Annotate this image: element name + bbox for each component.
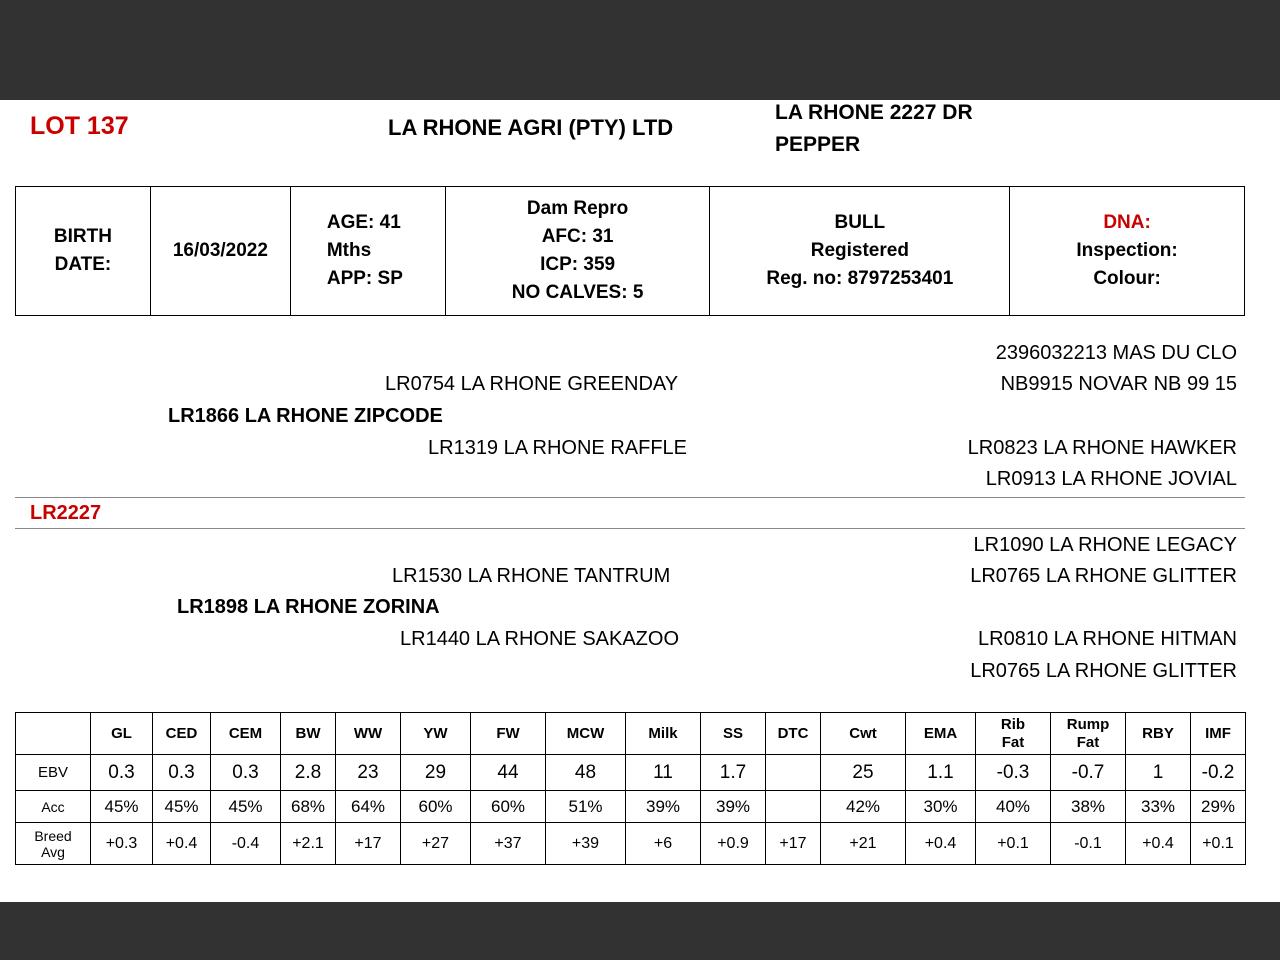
acc-cell: 60% [401, 791, 471, 823]
ebv-cell: 0.3 [153, 755, 211, 791]
icp-line: ICP: 359 [540, 254, 616, 275]
birth-date-label-cell [16, 187, 151, 316]
pedigree-dam-dam-dam: LR0765 LA RHONE GLITTER [970, 660, 1237, 682]
breed-avg-cell: +0.4 [906, 823, 976, 865]
ebv-cell: 2.8 [281, 755, 336, 791]
acc-cell: 30% [906, 791, 976, 823]
acc-cell: 42% [821, 791, 906, 823]
acc-cell: 29% [1191, 791, 1246, 823]
acc-row-label: Acc [16, 791, 91, 823]
ebv-col-rib-fat: Rib Fat [976, 713, 1051, 755]
ebv-header-row [16, 713, 1246, 755]
breed-avg-cell: +6 [626, 823, 701, 865]
breed-avg-cell: +0.1 [976, 823, 1051, 865]
breed-avg-cell: +37 [471, 823, 546, 865]
bull-registration-cell [710, 187, 1010, 316]
breed-avg-cell: -0.1 [1051, 823, 1126, 865]
pedigree-sire-sire: LR0754 LA RHONE GREENDAY [385, 373, 679, 395]
bottom-bar [0, 902, 1280, 960]
pedigree-sire-dam-dam: LR0913 LA RHONE JOVIAL [985, 468, 1237, 490]
pedigree-dam-sire-sire: LR1090 LA RHONE LEGACY [973, 534, 1237, 556]
pedigree-divider-bottom [15, 528, 1245, 529]
breed-avg-cell: +17 [766, 823, 821, 865]
ebv-cell: -0.2 [1191, 755, 1246, 791]
acc-cell: 45% [91, 791, 153, 823]
ebv-cell: 0.3 [211, 755, 281, 791]
breed-avg-cell: +27 [401, 823, 471, 865]
breed-avg-cell: +0.9 [701, 823, 766, 865]
ebv-col-ww: WW [336, 713, 401, 755]
ebv-col-imf: IMF [1191, 713, 1246, 755]
ebv-col-ced: CED [153, 713, 211, 755]
ebv-cell: 11 [626, 755, 701, 791]
breed-avg-cell: +39 [546, 823, 626, 865]
birth-date-value: 16/03/2022 [172, 240, 268, 261]
dna-label: DNA: [1103, 212, 1151, 233]
breed-avg-cell: -0.4 [211, 823, 281, 865]
ebv-cell: -0.7 [1051, 755, 1126, 791]
pedigree-sire: LR1866 LA RHONE ZIPCODE [168, 405, 443, 427]
animal-id: LR2227 [30, 502, 102, 524]
colour-label: Colour: [1093, 268, 1161, 289]
breed-avg-cell: +21 [821, 823, 906, 865]
dna-cell [1010, 187, 1245, 316]
pedigree-sire-sire-sire: 2396032213 MAS DU CLO [995, 342, 1237, 364]
ebv-col-fw: FW [471, 713, 546, 755]
ebv-cell: 23 [336, 755, 401, 791]
acc-cell: 38% [1051, 791, 1126, 823]
age-line: AGE: 41 [326, 212, 401, 233]
ebv-cell [766, 755, 821, 791]
ebv-col-gl: GL [91, 713, 153, 755]
acc-cell: 45% [153, 791, 211, 823]
ebv-col-ema: EMA [906, 713, 976, 755]
acc-cell: 45% [211, 791, 281, 823]
acc-cell: 39% [701, 791, 766, 823]
ebv-cell: 44 [471, 755, 546, 791]
inspection-label: Inspection: [1076, 240, 1178, 261]
app-line: APP: SP [326, 268, 403, 289]
ebv-cell: 48 [546, 755, 626, 791]
afc-line: AFC: 31 [541, 226, 614, 247]
ebv-cell: -0.3 [976, 755, 1051, 791]
breed-avg-cell: +2.1 [281, 823, 336, 865]
acc-cell: 51% [546, 791, 626, 823]
age-unit-line: Mths [326, 240, 372, 261]
breed-avg-row-label: Breed Avg [16, 823, 91, 865]
ebv-cell: 25 [821, 755, 906, 791]
breed-avg-row [16, 823, 1246, 865]
ebv-col-cem: CEM [211, 713, 281, 755]
ebv-col-bw: BW [281, 713, 336, 755]
acc-cell: 68% [281, 791, 336, 823]
ebv-cell: 0.3 [91, 755, 153, 791]
pedigree-dam-dam: LR1440 LA RHONE SAKAZOO [400, 628, 680, 650]
acc-cell: 39% [626, 791, 701, 823]
ebv-col-dtc: DTC [766, 713, 821, 755]
pedigree-dam-dam-sire: LR0810 LA RHONE HITMAN [978, 628, 1237, 650]
pedigree-divider-top [15, 497, 1245, 498]
ebv-table [15, 712, 1246, 865]
registered-line: Registered [810, 240, 909, 261]
ebv-col-rby: RBY [1126, 713, 1191, 755]
info-row [16, 187, 1245, 316]
pedigree-sire-dam: LR1319 LA RHONE RAFFLE [428, 437, 687, 459]
ebv-col-ss: SS [701, 713, 766, 755]
no-calves-line: NO CALVES: 5 [511, 282, 644, 303]
ebv-col-mcw: MCW [546, 713, 626, 755]
info-table [15, 186, 1245, 316]
pedigree-sire-dam-sire: LR0823 LA RHONE HAWKER [967, 437, 1237, 459]
acc-cell: 60% [471, 791, 546, 823]
acc-cell: 64% [336, 791, 401, 823]
ebv-corner-cell [16, 713, 91, 755]
acc-cell: 40% [976, 791, 1051, 823]
pedigree-dam: LR1898 LA RHONE ZORINA [177, 596, 440, 618]
acc-cell: 33% [1126, 791, 1191, 823]
pedigree-sire-sire-dam: NB9915 NOVAR NB 99 15 [1000, 373, 1237, 395]
reg-no-line: Reg. no: 8797253401 [766, 268, 954, 289]
ebv-col-milk: Milk [626, 713, 701, 755]
bull-line: BULL [834, 212, 886, 233]
ebv-col-yw: YW [401, 713, 471, 755]
ebv-col-rump-fat: Rump Fat [1051, 713, 1126, 755]
birth-date-value-cell [150, 187, 290, 316]
age-cell [290, 187, 445, 316]
ebv-cell: 29 [401, 755, 471, 791]
pedigree-dam-sire-dam: LR0765 LA RHONE GLITTER [970, 565, 1237, 587]
company-name: LA RHONE AGRI (PTY) LTD [388, 115, 674, 140]
lot-number: LOT 137 [30, 112, 129, 140]
ebv-cell: 1.7 [701, 755, 766, 791]
dam-repro-title: Dam Repro [526, 198, 629, 219]
ebv-values-row [16, 755, 1246, 791]
ebv-col-cwt: Cwt [821, 713, 906, 755]
acc-cell [766, 791, 821, 823]
top-bar [0, 0, 1280, 100]
birth-date-label: BIRTH DATE: [53, 226, 112, 275]
breed-avg-cell: +0.1 [1191, 823, 1246, 865]
breed-avg-cell: +17 [336, 823, 401, 865]
ebv-row-label: EBV [16, 755, 91, 791]
breed-avg-cell: +0.4 [153, 823, 211, 865]
ebv-cell: 1.1 [906, 755, 976, 791]
accuracy-row [16, 791, 1246, 823]
breed-avg-cell: +0.3 [91, 823, 153, 865]
animal-name: LA RHONE 2227 DR PEPPER [775, 101, 973, 156]
ebv-cell: 1 [1126, 755, 1191, 791]
breed-avg-cell: +0.4 [1126, 823, 1191, 865]
dam-repro-cell [445, 187, 710, 316]
pedigree-dam-sire: LR1530 LA RHONE TANTRUM [392, 565, 671, 587]
